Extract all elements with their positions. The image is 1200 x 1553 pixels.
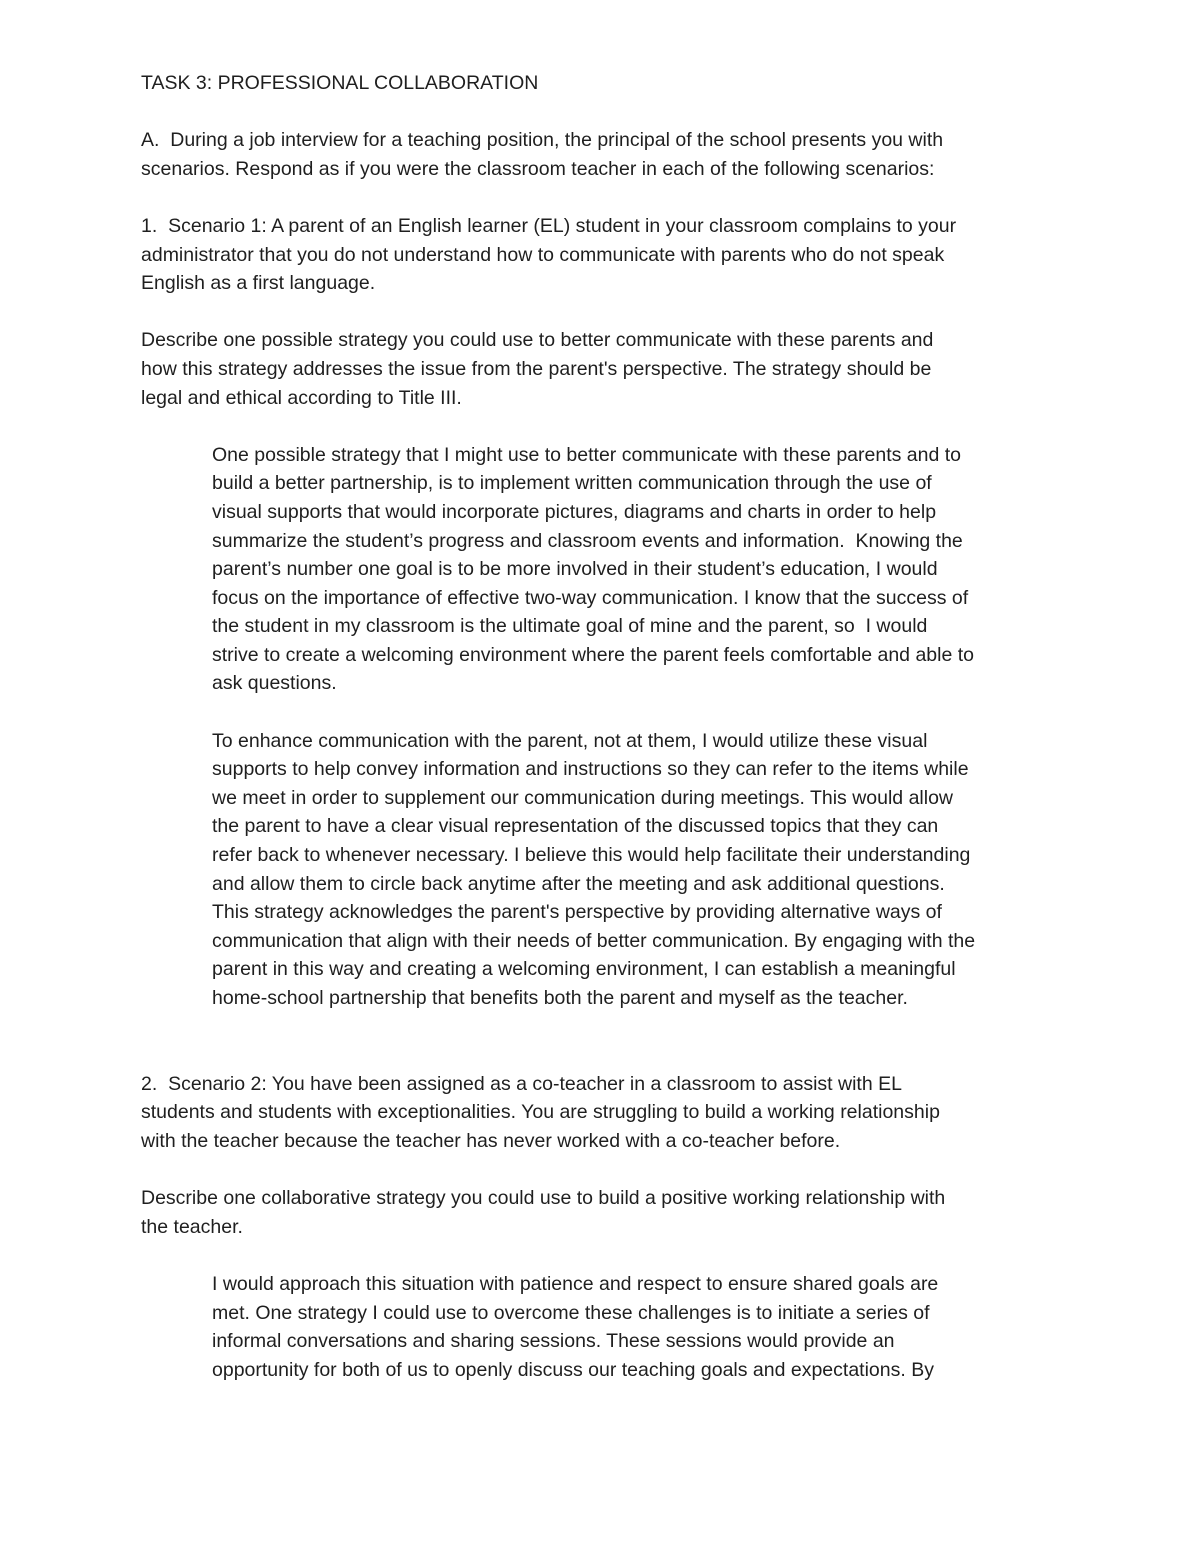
spacer [141, 1013, 1061, 1070]
scenario-1-answer-paragraph-2 [141, 727, 1061, 1013]
scenario-1-prompt [141, 212, 1061, 298]
text-line: I would approach this situation with patience and respect to ensure shared goals are [212, 1272, 939, 1295]
text-line: summarize the student’s progress and classroom events and information. Knowing the [212, 529, 963, 552]
text-line: strive to create a welcoming environment where the parent feels comfortable and able to [212, 643, 974, 666]
text-line: and allow them to circle back anytime after the meeting and ask additional questions. [212, 872, 945, 895]
text-line: visual supports that would incorporate pictures, diagrams and charts in order to help [212, 500, 937, 523]
spacer [141, 1241, 1061, 1270]
text-line: scenarios. Respond as if you were the classroom teacher in each of the following scenarios: [141, 157, 935, 180]
text-line: opportunity for both of us to openly discuss our teaching goals and expectations. By [212, 1358, 934, 1381]
text-line: Describe one possible strategy you could use to better communicate with these parents and [141, 329, 934, 352]
text-line: home-school partnership that benefits both the parent and myself as the teacher. [212, 987, 908, 1009]
text-line: One possible strategy that I might use to better communicate with these parents and to [212, 443, 961, 466]
text-line: parent in this way and creating a welcoming environment, I can establish a meaningful [212, 958, 956, 981]
text-line: legal and ethical according to Title III. [141, 386, 462, 409]
text-line: parent’s number one goal is to be more involved in their student’s education, I would [212, 558, 938, 581]
text-line: refer back to whenever necessary. I believe this would help facilitate their understanding [212, 844, 971, 867]
spacer [141, 298, 1061, 327]
text-line: administrator that you do not understand how to communicate with parents who do not speak [141, 243, 945, 266]
text-line: build a better partnership, is to implement written communication through the use of [212, 472, 932, 495]
spacer [141, 98, 1061, 127]
text-line: informal conversations and sharing sessions. These sessions would provide an [212, 1330, 895, 1353]
text-line: English as a first language. [141, 272, 376, 295]
text-line: 2. Scenario 2: You have been assigned as a co-teacher in a classroom to assist with EL [141, 1072, 902, 1095]
spacer [141, 412, 1061, 441]
text-line: met. One strategy I could use to overcome these challenges is to initiate a series of [212, 1301, 930, 1324]
scenario-1-answer-paragraph-1 [141, 441, 1061, 698]
text-line: students and students with exceptionalities. You are struggling to build a working relationship [141, 1101, 940, 1124]
text-line: A. During a job interview for a teaching position, the principal of the school presents you with [141, 129, 944, 152]
text-line: with the teacher because the teacher has never worked with a co-teacher before. [141, 1129, 841, 1152]
spacer [141, 183, 1061, 212]
text-line: 1. Scenario 1: A parent of an English learner (EL) student in your classroom complains to your [141, 214, 957, 237]
text-line: the teacher. [141, 1215, 243, 1238]
text-line: the parent to have a clear visual representation of the discussed topics that they can [212, 815, 939, 838]
text-line: how this strategy addresses the issue from the parent's perspective. The strategy should be [141, 357, 932, 380]
text-line: the student in my classroom is the ultimate goal of mine and the parent, so I would [212, 615, 928, 638]
scenario-2-answer-paragraph-1 [141, 1270, 1061, 1384]
text-line: Describe one collaborative strategy you could use to build a positive working relationship with [141, 1187, 946, 1210]
scenario-2-question [141, 1184, 1061, 1241]
scenario-1-question [141, 326, 1061, 412]
text-line: focus on the importance of effective two-way communication. I know that the success of [212, 586, 969, 609]
spacer [141, 698, 1061, 727]
text-line: To enhance communication with the parent, not at them, I would utilize these visual [212, 729, 928, 752]
text-line: we meet in order to supplement our communication during meetings. This would allow [212, 786, 954, 809]
text-line: supports to help convey information and instructions so they can refer to the items while [212, 758, 969, 781]
scenario-2-prompt [141, 1070, 1061, 1156]
text-line: ask questions. [212, 672, 337, 695]
document-page [141, 69, 1061, 1384]
spacer [141, 1156, 1061, 1185]
section-a-intro [141, 126, 1061, 183]
document-title: TASK 3: PROFESSIONAL COLLABORATION [141, 72, 539, 94]
text-line: This strategy acknowledges the parent's perspective by providing alternative ways of [212, 901, 942, 924]
text-line: communication that align with their needs of better communication. By engaging with the [212, 929, 976, 952]
